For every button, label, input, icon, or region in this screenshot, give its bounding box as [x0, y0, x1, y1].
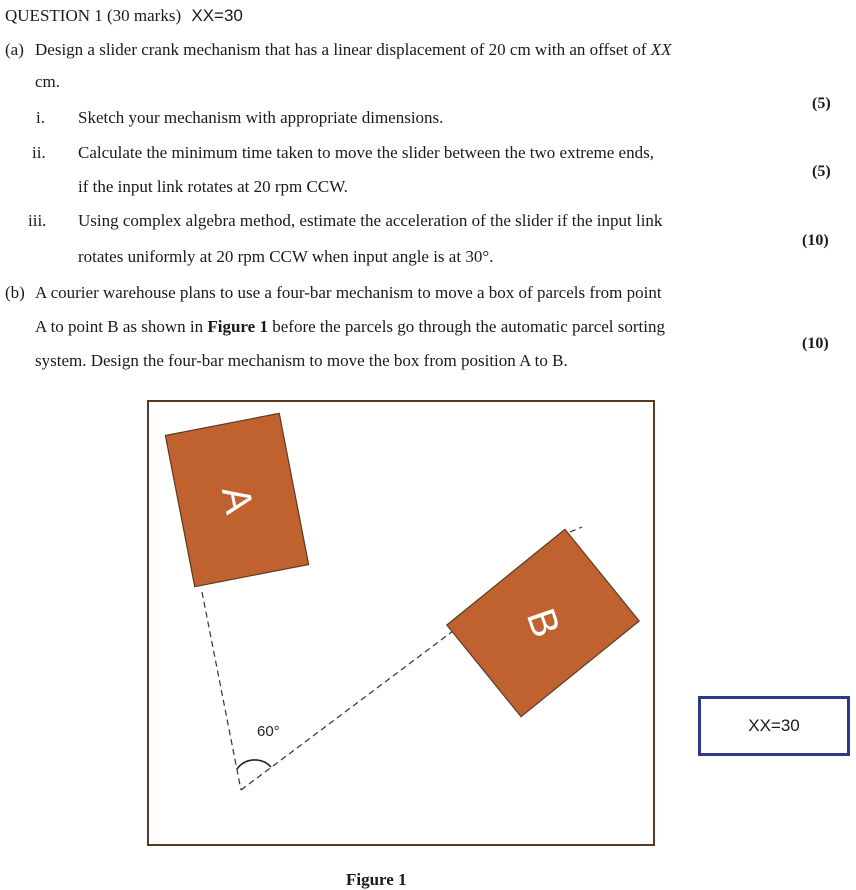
- item-iii-text-line2: rotates uniformly at 20 rpm CCW when input angle is at 30°.: [78, 247, 494, 266]
- angle-arc: [237, 760, 271, 769]
- part-b-line1: A courier warehouse plans to use a four-bar mechanism to move a box of parcels from point: [35, 283, 662, 302]
- item-ii-marks: (5): [812, 163, 831, 180]
- item-iii-marks: (10): [802, 232, 829, 249]
- figure-reference: Figure 1: [207, 317, 268, 336]
- item-i-text: Sketch your mechanism with appropriate dimensions.: [78, 108, 444, 127]
- guide-line-a: [202, 592, 241, 790]
- box-a-label: A: [212, 482, 262, 518]
- box-a: [165, 413, 308, 586]
- item-iii-text-line1: Using complex algebra method, estimate the acceleration of the slider if the input link: [78, 211, 663, 230]
- part-a-text-var: XX: [650, 40, 672, 59]
- part-a-text-line1: Design a slider crank mechanism that has a linear displacement of 20 cm with an offset of: [35, 40, 647, 59]
- item-iii-number: iii.: [28, 211, 47, 230]
- part-b-marks: (10): [802, 335, 829, 352]
- xx-note-box: [698, 696, 850, 756]
- item-i-number: i.: [36, 108, 45, 127]
- part-a-label: (a): [5, 40, 24, 59]
- figure-caption: Figure 1: [346, 870, 407, 889]
- box-b: [447, 529, 639, 716]
- item-ii-text-line1: Calculate the minimum time taken to move the slider between the two extreme ends,: [78, 143, 654, 162]
- part-b-line2-pre: A to point B as shown in: [35, 317, 204, 336]
- xx-note-text: XX=30: [748, 716, 800, 735]
- box-b-label: B: [517, 603, 569, 643]
- guide-line-b: [241, 628, 457, 790]
- angle-label: 60°: [257, 723, 280, 740]
- question-xx-value: XX=30: [191, 6, 243, 25]
- item-i-marks: (5): [812, 95, 831, 112]
- part-b-line2-post: before the parcels go through the automatic parcel sorting: [272, 317, 665, 336]
- part-b-label: (b): [5, 283, 25, 302]
- part-b-line3: system. Design the four-bar mechanism to move the box from position A to B.: [35, 351, 568, 370]
- item-ii-number: ii.: [32, 143, 46, 162]
- item-ii-text-line2: if the input link rotates at 20 rpm CCW.: [78, 177, 348, 196]
- question-title: QUESTION 1 (30 marks): [5, 6, 182, 25]
- guide-line-b-ext: [570, 527, 582, 532]
- part-a-text-line2: cm.: [35, 72, 61, 91]
